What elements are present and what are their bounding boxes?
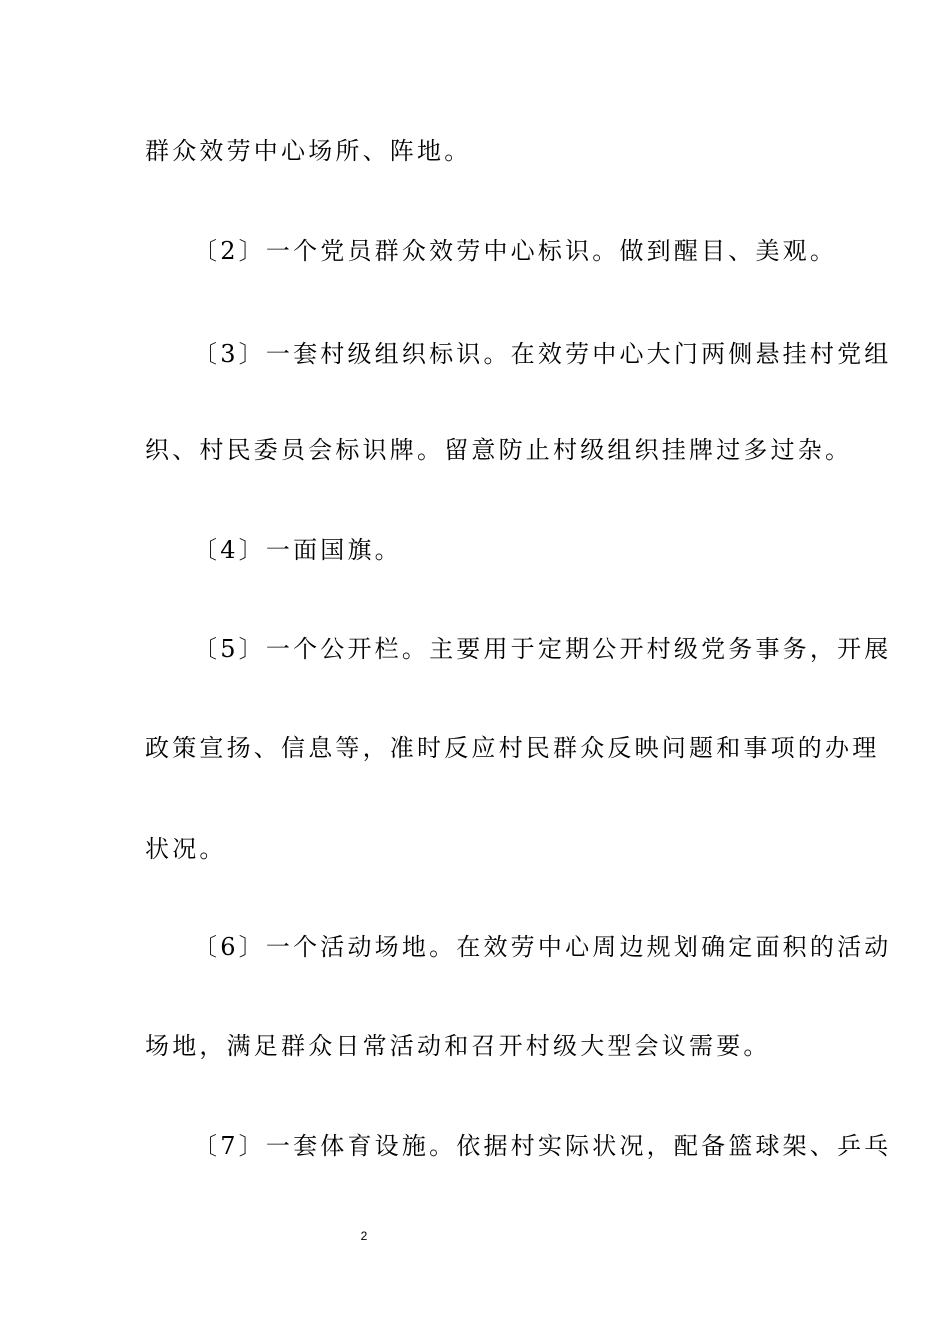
text-line-2: 〔2〕一个党员群众效劳中心标识。做到醒目、美观。 (193, 237, 838, 265)
text-line-6: 〔5〕一个公开栏。主要用于定期公开村级党务事务，开展 (193, 635, 892, 663)
text-line-11: 〔7〕一套体育设施。依据村实际状况，配备篮球架、乒乓 (193, 1132, 892, 1160)
text-line-1: 群众效劳中心场所、阵地。 (145, 137, 472, 165)
text-line-7: 政策宣扬、信息等，准时反应村民群众反映问题和事项的办理 (145, 734, 880, 762)
text-line-4: 织、村民委员会标识牌。留意防止村级组织挂牌过多过杂。 (145, 436, 853, 464)
text-line-3: 〔3〕一套村级组织标识。在效劳中心大门两侧悬挂村党组 (193, 340, 892, 368)
page-number: 2 (360, 1229, 368, 1243)
text-line-8: 状况。 (145, 835, 227, 863)
text-line-9: 〔6〕一个活动场地。在效劳中心周边规划确定面积的活动 (193, 933, 892, 961)
text-line-10: 场地，满足群众日常活动和召开村级大型会议需要。 (145, 1032, 771, 1060)
text-line-5: 〔4〕一面国旗。 (193, 536, 402, 564)
